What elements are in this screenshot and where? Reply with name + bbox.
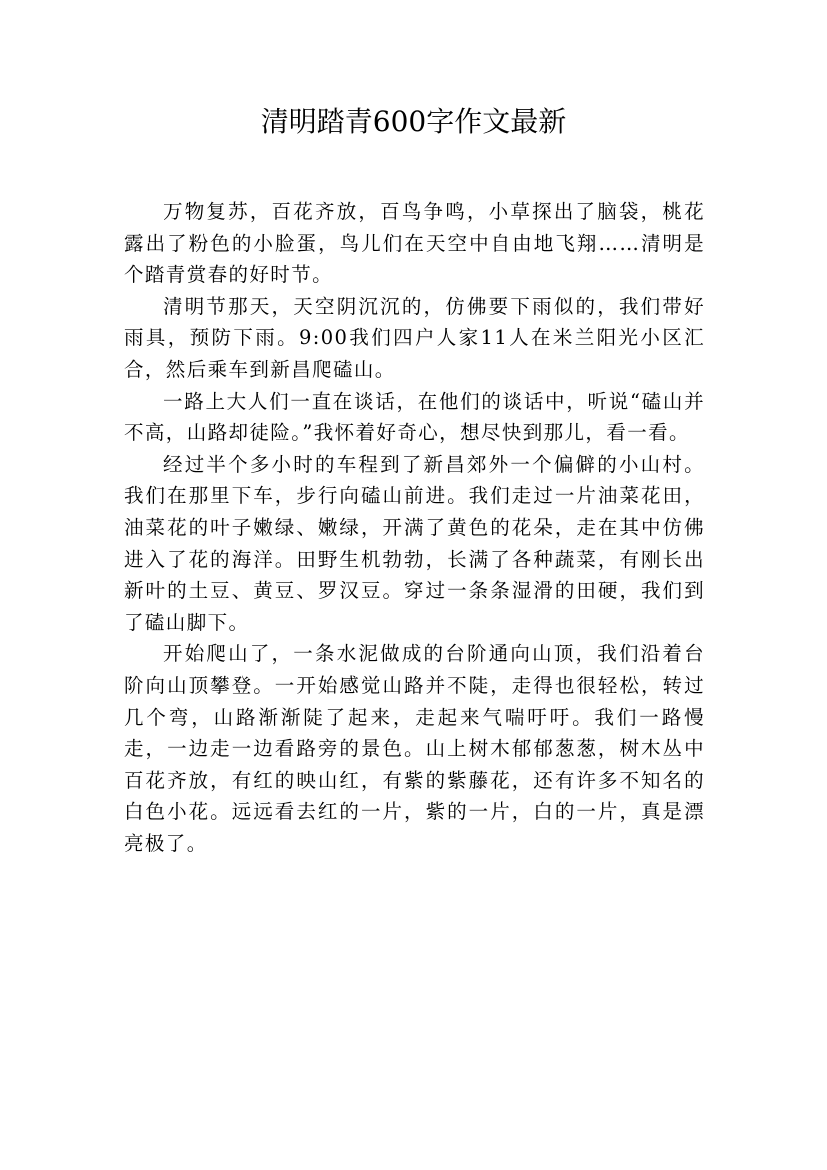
paragraph: 万物复苏，百花齐放，百鸟争鸣，小草探出了脑袋，桃花露出了粉色的小脸蛋，鸟儿们在天空中自由地飞翔……清明是个踏青赏春的好时节。 xyxy=(124,200,705,287)
paragraph: 开始爬山了，一条水泥做成的台阶通向山顶，我们沿着台阶向山顶攀登。一开始感觉山路并不陡，走得也很轻松，转过几个弯，山路渐渐陡了起来，走起来气喘吁吁。我们一路慢走，一边走一边看路旁的景色。山上树木郁郁葱葱，树木丛中百花齐放，有红的映山红，有紫的紫藤花，还有许多不知名的白色小花。远远看去红的一片，紫的一片，白的一片，真是漂亮极了。 xyxy=(124,642,705,855)
paragraph: 清明节那天，天空阴沉沉的，仿佛要下雨似的，我们带好雨具，预防下雨。9:00我们四户人家11人在米兰阳光小区汇合，然后乘车到新昌爬磕山。 xyxy=(124,294,705,381)
document-title: 清明踏青600字作文最新 xyxy=(260,105,567,138)
document-body xyxy=(124,196,705,859)
paragraph: 经过半个多小时的车程到了新昌郊外一个偏僻的小山村。我们在那里下车，步行向磕山前进。我们走过一片油菜花田，油菜花的叶子嫩绿、嫩绿，开满了黄色的花朵，走在其中仿佛进入了花的海洋。田野生机勃勃，长满了各种蔬菜，有刚长出新叶的土豆、黄豆、罗汉豆。穿过一条条湿滑的田硬，我们到了磕山脚下。 xyxy=(124,452,705,634)
paragraph: 一路上大人们一直在谈话，在他们的谈话中，听说“磕山并不高，山路却徒险。”我怀着好奇心，想尽快到那儿，看一看。 xyxy=(124,389,705,445)
